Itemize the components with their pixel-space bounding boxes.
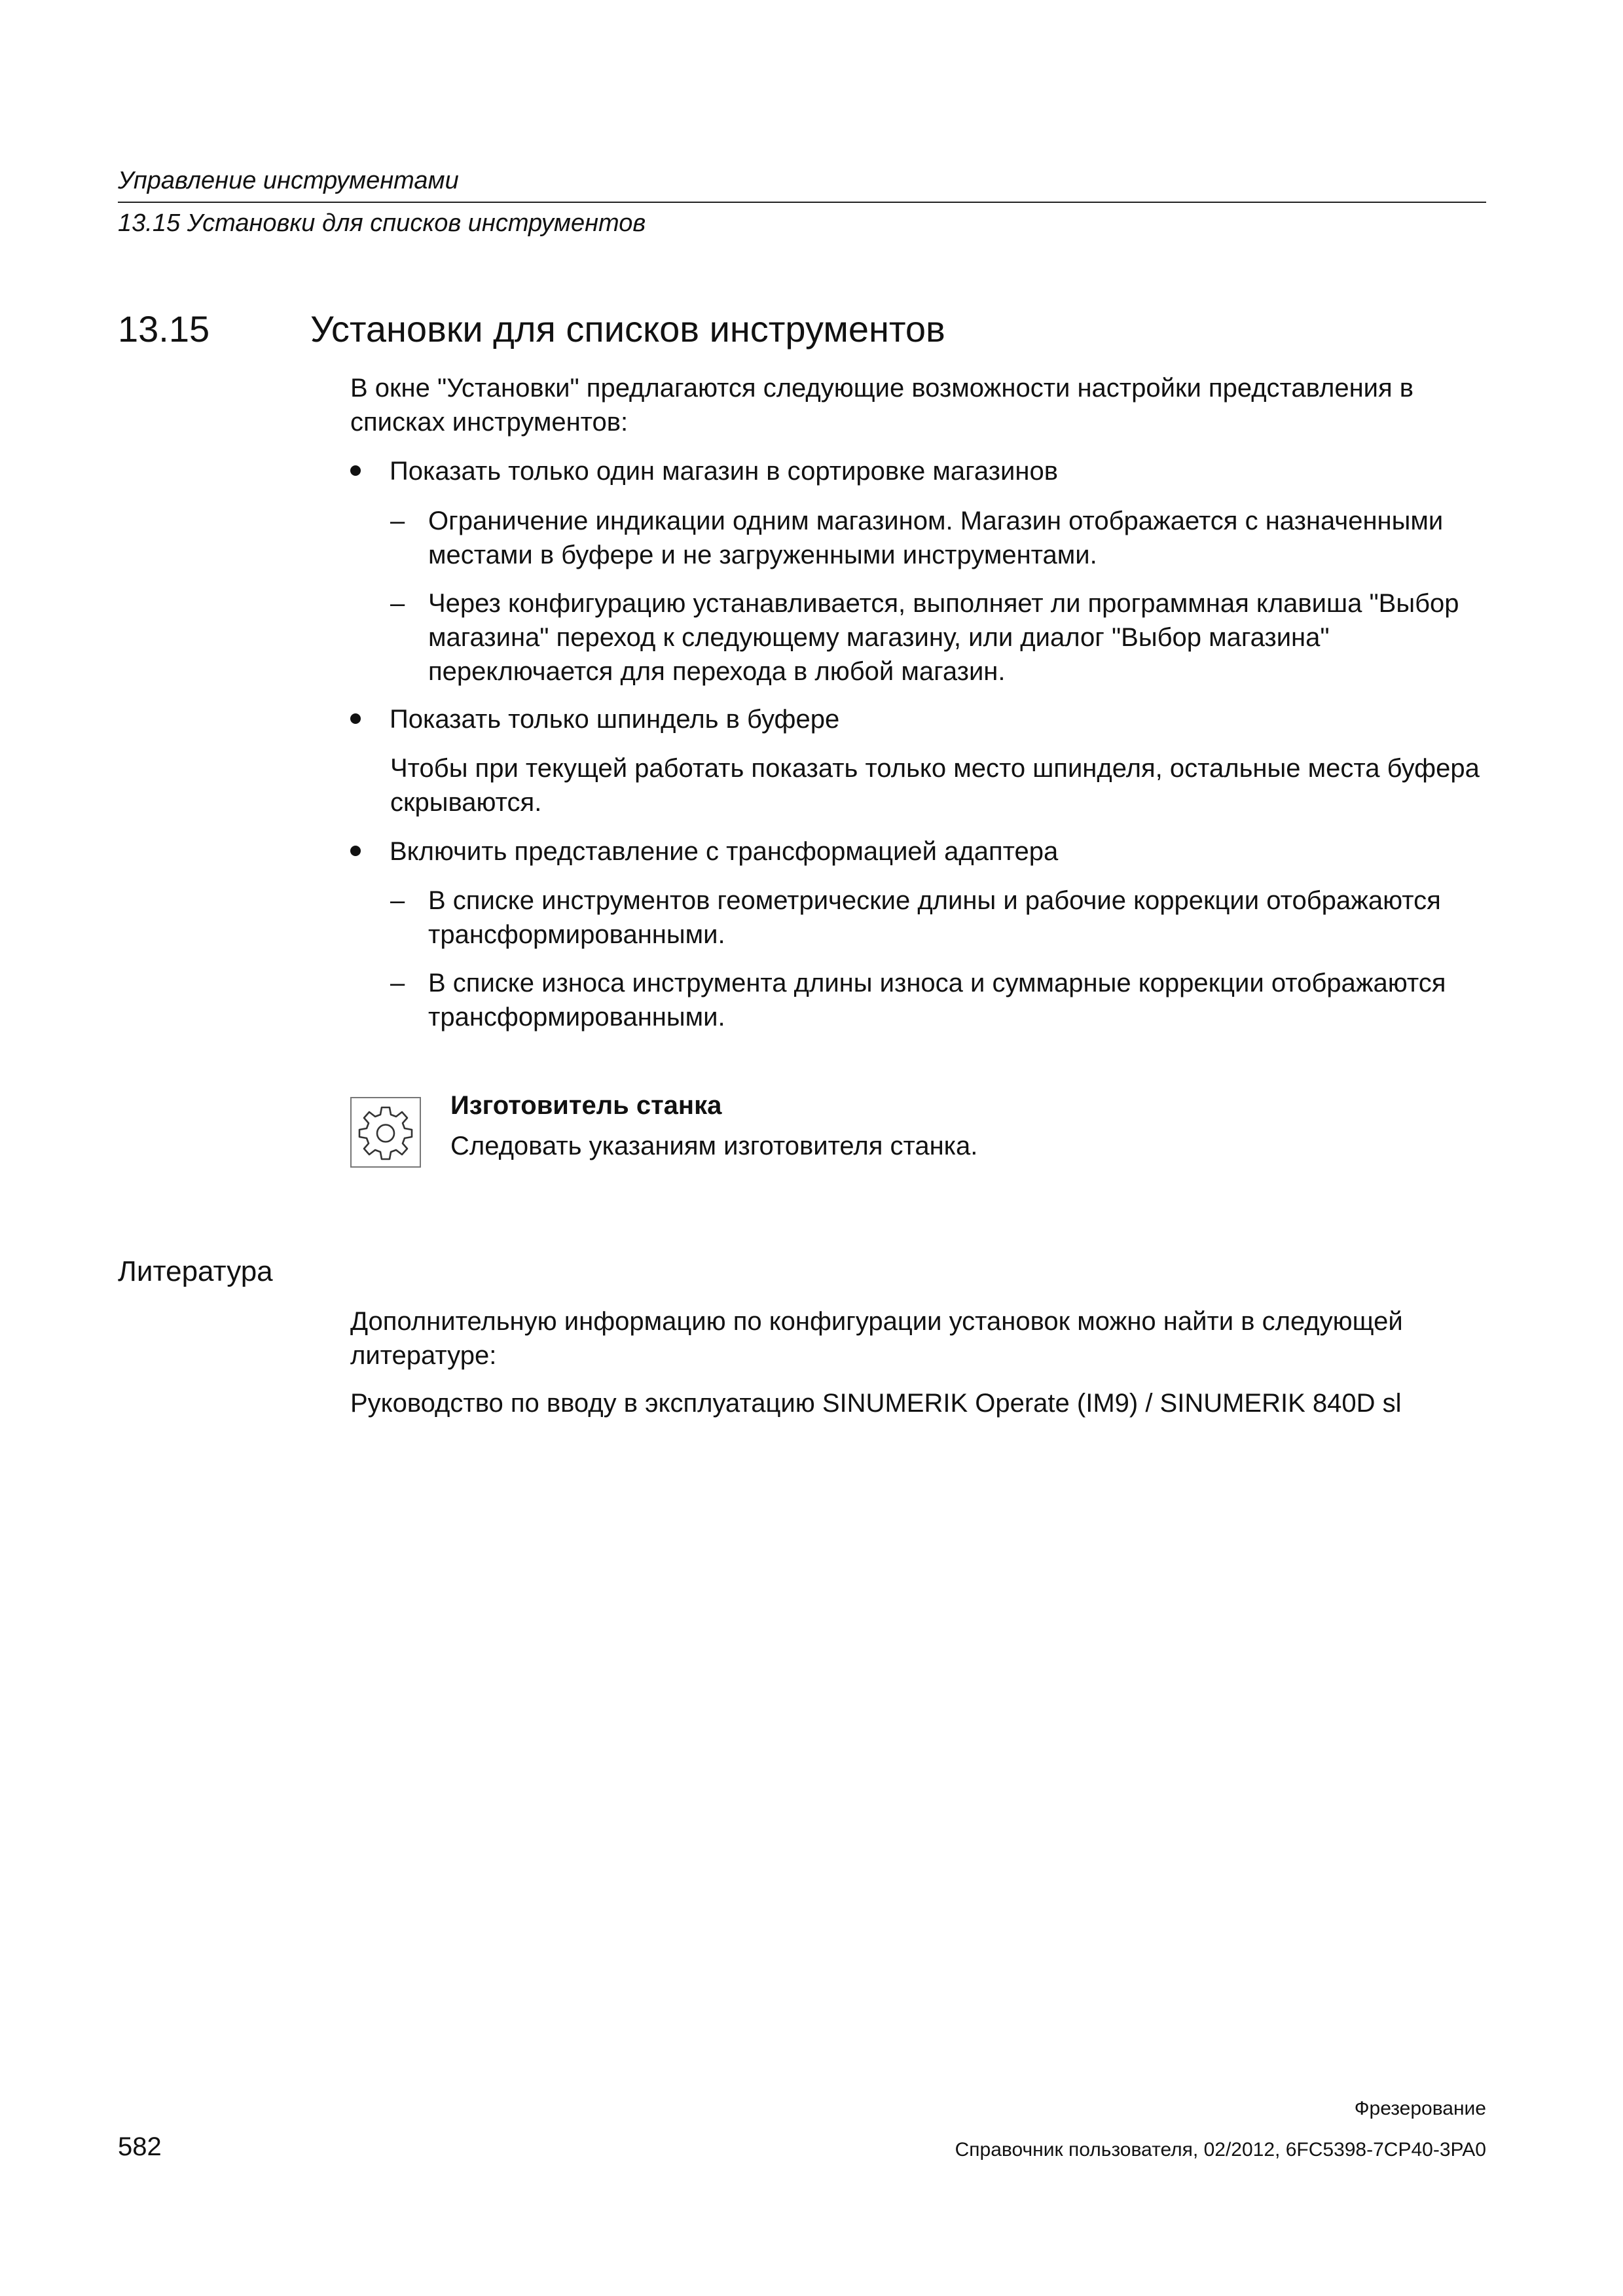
sub-list-item [390,966,1497,1034]
dash-marker: – [390,507,405,535]
list-item-label: Показать только шпиндель в буфере [390,705,840,734]
list-item-label: Включить представление с трансформацией адаптера [390,837,1059,866]
list-item-description: Чтобы при текущей работать показать только место шпинделя, остальные места буфера скрываются. [390,754,1480,817]
section-title: Установки для списков инструментов [310,308,945,350]
header-section: 13.15 Установки для списков инструментов [118,209,646,237]
gear-icon [350,1097,421,1168]
dash-marker: – [390,886,405,915]
bullet-icon [350,846,361,856]
sub-list-item-text: Через конфигурацию устанавливается, выполняет ли программная клавиша "Выбор магазина" переход к следующему магазину, или диалог "Выбор магазина" переключается для перехода в любой магазин. [428,589,1459,686]
sub-list-item [390,504,1497,572]
sub-list-item-text: В списке износа инструмента длины износа и суммарные коррекции отображаются трансформированными. [428,969,1446,1031]
bullet-icon [350,465,361,476]
header-chapter: Управление инструментами [118,167,459,194]
note-text: Следовать указаниям изготовителя станка. [450,1132,978,1160]
list-item-label: Показать только один магазин в сортировке магазинов [390,457,1058,486]
sub-list-item-text: В списке инструментов геометрические длины и рабочие коррекции отображаются трансформированными. [428,886,1441,949]
page-number: 582 [118,2132,162,2161]
dash-marker: – [390,969,405,997]
intro-paragraph: В окне "Установки" предлагаются следующие возможности настройки представления в списках инструментов: [350,374,1414,437]
dash-marker: – [390,589,405,618]
sub-list-item-text: Ограничение индикации одним магазином. Магазин отображается с назначенными местами в буфере и не загруженными инструментами. [428,507,1444,569]
header-rule [118,202,1486,203]
bullet-icon [350,713,361,724]
note-title: Изготовитель станка [450,1091,722,1120]
literature-text: Дополнительную информацию по конфигурации установок можно найти в следующей литературе: [350,1307,1403,1370]
footer-document: Справочник пользователя, 02/2012, 6FC5398-7CP40-3PA0 [955,2139,1486,2161]
sub-list-item [390,586,1497,689]
footer-product: Фрезерование [1354,2098,1486,2119]
literature-reference: Руководство по вводу в эксплуатацию SINUMERIK Operate (IM9) / SINUMERIK 840D sl [350,1389,1402,1418]
section-number: 13.15 [118,308,210,350]
literature-heading: Литература [118,1255,273,1287]
sub-list-item [390,884,1497,952]
